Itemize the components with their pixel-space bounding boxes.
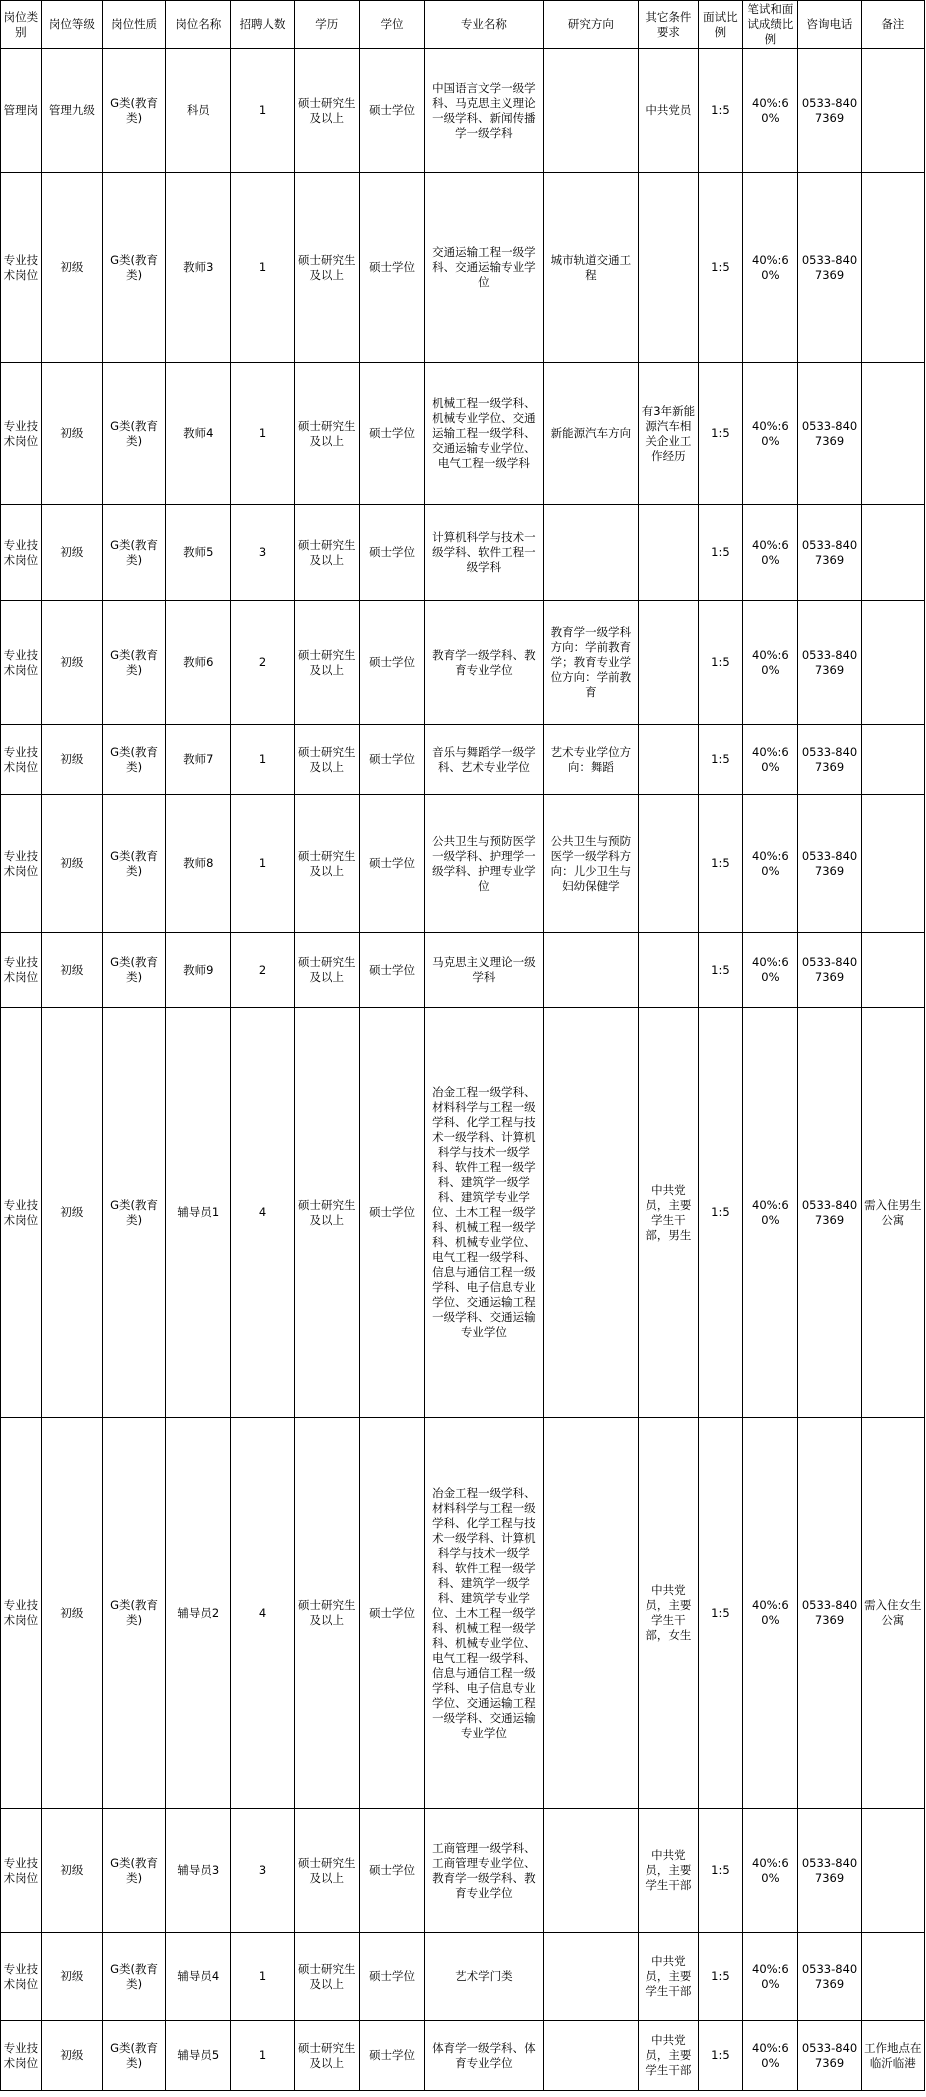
table-cell: 管理岗	[1, 49, 42, 173]
table-cell: 1	[231, 725, 294, 795]
table-cell	[543, 1809, 639, 1933]
table-cell	[543, 49, 639, 173]
table-cell: 初级	[41, 1008, 102, 1418]
header-cell: 学位	[359, 1, 424, 49]
table-cell: 公共卫生与预防医学一级学科方向：儿少卫生与妇幼保健学	[543, 795, 639, 933]
table-cell: 初级	[41, 601, 102, 725]
table-cell: 初级	[41, 363, 102, 505]
table-cell: 0533-8407369	[798, 1418, 861, 1809]
table-cell: 教师4	[166, 363, 231, 505]
table-cell: 40%:60%	[743, 933, 798, 1008]
table-cell: 0533-8407369	[798, 1809, 861, 1933]
table-cell	[639, 601, 698, 725]
table-row	[1, 933, 925, 1008]
table-cell: 硕士研究生及以上	[294, 49, 359, 173]
table-cell: 专业技术岗位	[1, 1418, 42, 1809]
header-cell: 岗位类别	[1, 1, 42, 49]
table-cell: 40%:60%	[743, 1933, 798, 2021]
table-cell: 0533-8407369	[798, 363, 861, 505]
table-row	[1, 1933, 925, 2021]
table-cell: 中共党员，主要学生干部	[639, 2021, 698, 2091]
header-row	[1, 1, 925, 49]
table-cell: 艺术专业学位方向：舞蹈	[543, 725, 639, 795]
table-cell: 科员	[166, 49, 231, 173]
table-cell: 3	[231, 1809, 294, 1933]
table-cell: 教师8	[166, 795, 231, 933]
table-cell: 1:5	[698, 363, 743, 505]
table-cell: 辅导员3	[166, 1809, 231, 1933]
table-cell: 辅导员5	[166, 2021, 231, 2091]
table-cell: 2	[231, 601, 294, 725]
table-cell: 硕士学位	[359, 1809, 424, 1933]
table-cell	[861, 173, 924, 363]
table-cell	[543, 2021, 639, 2091]
table-cell: 硕士学位	[359, 49, 424, 173]
table-cell: 1:5	[698, 49, 743, 173]
table-cell: 40%:60%	[743, 173, 798, 363]
table-cell: 40%:60%	[743, 2021, 798, 2091]
header-cell: 笔试和面试成绩比例	[743, 1, 798, 49]
table-cell: 教师9	[166, 933, 231, 1008]
table-cell: G类(教育类)	[102, 795, 165, 933]
table-cell: G类(教育类)	[102, 1809, 165, 1933]
table-cell: 中国语言文学一级学科、马克思主义理论一级学科、新闻传播学一级学科	[425, 49, 543, 173]
table-cell: 硕士学位	[359, 173, 424, 363]
table-row	[1, 1809, 925, 1933]
header-cell: 岗位名称	[166, 1, 231, 49]
table-cell: 0533-8407369	[798, 795, 861, 933]
header-cell: 岗位等级	[41, 1, 102, 49]
table-cell: 1:5	[698, 2021, 743, 2091]
table-cell: 40%:60%	[743, 505, 798, 601]
table-cell: 专业技术岗位	[1, 505, 42, 601]
table-cell: 0533-8407369	[798, 725, 861, 795]
table-cell: 40%:60%	[743, 49, 798, 173]
table-cell: 1:5	[698, 601, 743, 725]
table-cell: 中共党员，主要学生干部	[639, 1933, 698, 2021]
table-cell: 1	[231, 795, 294, 933]
table-cell: 专业技术岗位	[1, 1008, 42, 1418]
table-cell: 1	[231, 363, 294, 505]
table-cell: 0533-8407369	[798, 505, 861, 601]
table-cell: 管理九级	[41, 49, 102, 173]
table-row	[1, 725, 925, 795]
table-row	[1, 173, 925, 363]
table-cell: G类(教育类)	[102, 505, 165, 601]
table-cell: 0533-8407369	[798, 1933, 861, 2021]
header-cell: 学历	[294, 1, 359, 49]
table-cell: 教育学一级学科、教育专业学位	[425, 601, 543, 725]
table-cell: 中共党员，主要学生干部，女生	[639, 1418, 698, 1809]
table-cell: 硕士研究生及以上	[294, 725, 359, 795]
table-cell	[861, 795, 924, 933]
table-cell: 1:5	[698, 725, 743, 795]
table-cell: 1:5	[698, 1809, 743, 1933]
table-cell: 城市轨道交通工程	[543, 173, 639, 363]
table-cell: 初级	[41, 1933, 102, 2021]
table-cell: G类(教育类)	[102, 933, 165, 1008]
table-cell	[861, 601, 924, 725]
table-cell: 40%:60%	[743, 363, 798, 505]
table-cell: 中共党员	[639, 49, 698, 173]
table-cell: 专业技术岗位	[1, 725, 42, 795]
table-cell: G类(教育类)	[102, 1418, 165, 1809]
table-cell: 硕士研究生及以上	[294, 363, 359, 505]
table-row	[1, 49, 925, 173]
table-cell: 硕士学位	[359, 1418, 424, 1809]
table-row	[1, 2021, 925, 2091]
table-cell	[543, 933, 639, 1008]
header-cell: 备注	[861, 1, 924, 49]
table-cell: 体育学一级学科、体育专业学位	[425, 2021, 543, 2091]
table-cell: 交通运输工程一级学科、交通运输专业学位	[425, 173, 543, 363]
table-cell: G类(教育类)	[102, 49, 165, 173]
table-cell: 冶金工程一级学科、材料科学与工程一级学科、化学工程与技术一级学科、计算机科学与技术一级学科、软件工程一级学科、建筑学一级学科、建筑学专业学位、土木工程一级学科、机械工程一级学科、机械专业学位、电气工程一级学科、信息与通信工程一级学科、电子信息专业学位、交通运输工程一级学科、交通运输专业学位	[425, 1418, 543, 1809]
table-cell: 初级	[41, 173, 102, 363]
table-cell: 艺术学门类	[425, 1933, 543, 2021]
table-cell: 硕士研究生及以上	[294, 173, 359, 363]
table-row	[1, 1418, 925, 1809]
table-cell: 0533-8407369	[798, 933, 861, 1008]
table-cell: 专业技术岗位	[1, 2021, 42, 2091]
table-cell	[861, 725, 924, 795]
table-cell	[639, 173, 698, 363]
table-cell: 1	[231, 173, 294, 363]
header-cell: 咨询电话	[798, 1, 861, 49]
table-cell: 中共党员，主要学生干部，男生	[639, 1008, 698, 1418]
table-cell: 40%:60%	[743, 1809, 798, 1933]
table-cell: 初级	[41, 933, 102, 1008]
table-cell: 4	[231, 1008, 294, 1418]
table-cell: 硕士研究生及以上	[294, 1809, 359, 1933]
table-cell: 音乐与舞蹈学一级学科、艺术专业学位	[425, 725, 543, 795]
table-cell: 硕士学位	[359, 505, 424, 601]
table-cell: 40%:60%	[743, 601, 798, 725]
table-cell: 40%:60%	[743, 1008, 798, 1418]
table-cell: 辅导员1	[166, 1008, 231, 1418]
table-cell: 1:5	[698, 1418, 743, 1809]
table-row	[1, 601, 925, 725]
table-cell	[861, 49, 924, 173]
table-cell: 40%:60%	[743, 1418, 798, 1809]
table-cell: 新能源汽车方向	[543, 363, 639, 505]
table-cell: 0533-8407369	[798, 1008, 861, 1418]
table-cell: 1:5	[698, 1933, 743, 2021]
table-row	[1, 795, 925, 933]
table-cell: 专业技术岗位	[1, 601, 42, 725]
table-cell: 硕士研究生及以上	[294, 795, 359, 933]
table-cell	[639, 725, 698, 795]
table-cell: 1	[231, 49, 294, 173]
table-cell: 工作地点在临沂临港	[861, 2021, 924, 2091]
table-cell	[639, 795, 698, 933]
table-cell: 4	[231, 1418, 294, 1809]
table-cell: 马克思主义理论一级学科	[425, 933, 543, 1008]
table-cell: 中共党员，主要学生干部	[639, 1809, 698, 1933]
table-cell	[639, 933, 698, 1008]
table-cell: 专业技术岗位	[1, 1809, 42, 1933]
table-cell: 40%:60%	[743, 795, 798, 933]
header-cell: 专业名称	[425, 1, 543, 49]
table-cell	[543, 1933, 639, 2021]
header-cell: 岗位性质	[102, 1, 165, 49]
table-cell: 1:5	[698, 933, 743, 1008]
table-cell: G类(教育类)	[102, 2021, 165, 2091]
table-cell: 计算机科学与技术一级学科、软件工程一级学科	[425, 505, 543, 601]
table-cell: G类(教育类)	[102, 1933, 165, 2021]
table-cell	[861, 363, 924, 505]
table-cell: 硕士学位	[359, 2021, 424, 2091]
table-cell: 机械工程一级学科、机械专业学位、交通运输工程一级学科、交通运输专业学位、电气工程一级学科	[425, 363, 543, 505]
table-cell: 教师6	[166, 601, 231, 725]
table-cell	[861, 933, 924, 1008]
table-cell: 1	[231, 2021, 294, 2091]
header-cell: 其它条件要求	[639, 1, 698, 49]
table-cell: 3	[231, 505, 294, 601]
table-cell: 硕士研究生及以上	[294, 601, 359, 725]
table-cell	[543, 505, 639, 601]
table-cell: 硕士研究生及以上	[294, 933, 359, 1008]
table-cell: 40%:60%	[743, 725, 798, 795]
table-row	[1, 1008, 925, 1418]
header-cell: 研究方向	[543, 1, 639, 49]
table-cell: 教师7	[166, 725, 231, 795]
table-cell: 冶金工程一级学科、材料科学与工程一级学科、化学工程与技术一级学科、计算机科学与技术一级学科、软件工程一级学科、建筑学一级学科、建筑学专业学位、土木工程一级学科、机械工程一级学科、机械专业学位、电气工程一级学科、信息与通信工程一级学科、电子信息专业学位、交通运输工程一级学科、交通运输专业学位	[425, 1008, 543, 1418]
table-cell: 辅导员4	[166, 1933, 231, 2021]
table-cell: 硕士学位	[359, 1008, 424, 1418]
table-cell: 硕士研究生及以上	[294, 1008, 359, 1418]
table-cell: 1	[231, 1933, 294, 2021]
table-row	[1, 505, 925, 601]
table-cell: 0533-8407369	[798, 49, 861, 173]
table-cell: 硕士学位	[359, 795, 424, 933]
table-cell: 硕士研究生及以上	[294, 2021, 359, 2091]
table-cell: 硕士学位	[359, 1933, 424, 2021]
table-cell: 初级	[41, 1809, 102, 1933]
table-cell: 需入住男生公寓	[861, 1008, 924, 1418]
table-cell: 初级	[41, 795, 102, 933]
table-cell: 硕士研究生及以上	[294, 505, 359, 601]
table-cell: 硕士研究生及以上	[294, 1933, 359, 2021]
table-cell: 辅导员2	[166, 1418, 231, 1809]
table-cell: 专业技术岗位	[1, 933, 42, 1008]
table-cell: 硕士研究生及以上	[294, 1418, 359, 1809]
table-cell: 1:5	[698, 795, 743, 933]
table-cell: 0533-8407369	[798, 173, 861, 363]
table-cell: 硕士学位	[359, 725, 424, 795]
table-cell: 教师3	[166, 173, 231, 363]
table-cell: 公共卫生与预防医学一级学科、护理学一级学科、护理专业学位	[425, 795, 543, 933]
table-cell	[543, 1008, 639, 1418]
table-cell: 需入住女生公寓	[861, 1418, 924, 1809]
header-cell: 招聘人数	[231, 1, 294, 49]
table-cell: 硕士学位	[359, 601, 424, 725]
table-row	[1, 363, 925, 505]
table-cell	[861, 1809, 924, 1933]
table-cell: 专业技术岗位	[1, 173, 42, 363]
table-cell: G类(教育类)	[102, 725, 165, 795]
table-cell: 1:5	[698, 173, 743, 363]
table-cell: 0533-8407369	[798, 2021, 861, 2091]
table-cell: 专业技术岗位	[1, 363, 42, 505]
table-cell: 教育学一级学科方向：学前教育学；教育专业学位方向：学前教育	[543, 601, 639, 725]
table-cell: 初级	[41, 505, 102, 601]
table-cell: 专业技术岗位	[1, 1933, 42, 2021]
table-cell: G类(教育类)	[102, 601, 165, 725]
table-cell: G类(教育类)	[102, 1008, 165, 1418]
table-cell: 1:5	[698, 505, 743, 601]
table-cell: 1:5	[698, 1008, 743, 1418]
table-cell: G类(教育类)	[102, 173, 165, 363]
table-cell: 初级	[41, 725, 102, 795]
table-cell: 工商管理一级学科、工商管理专业学位、教育学一级学科、教育专业学位	[425, 1809, 543, 1933]
table-cell: 硕士学位	[359, 933, 424, 1008]
table-cell	[861, 505, 924, 601]
table-cell: 初级	[41, 1418, 102, 1809]
table-cell: 2	[231, 933, 294, 1008]
table-cell	[639, 505, 698, 601]
table-cell: 专业技术岗位	[1, 795, 42, 933]
header-cell: 面试比例	[698, 1, 743, 49]
table-cell: G类(教育类)	[102, 363, 165, 505]
table-cell	[543, 1418, 639, 1809]
table-cell	[861, 1933, 924, 2021]
table-cell: 有3年新能源汽车相关企业工作经历	[639, 363, 698, 505]
table-cell: 初级	[41, 2021, 102, 2091]
table-cell: 0533-8407369	[798, 601, 861, 725]
table-cell: 教师5	[166, 505, 231, 601]
table-cell: 硕士学位	[359, 363, 424, 505]
